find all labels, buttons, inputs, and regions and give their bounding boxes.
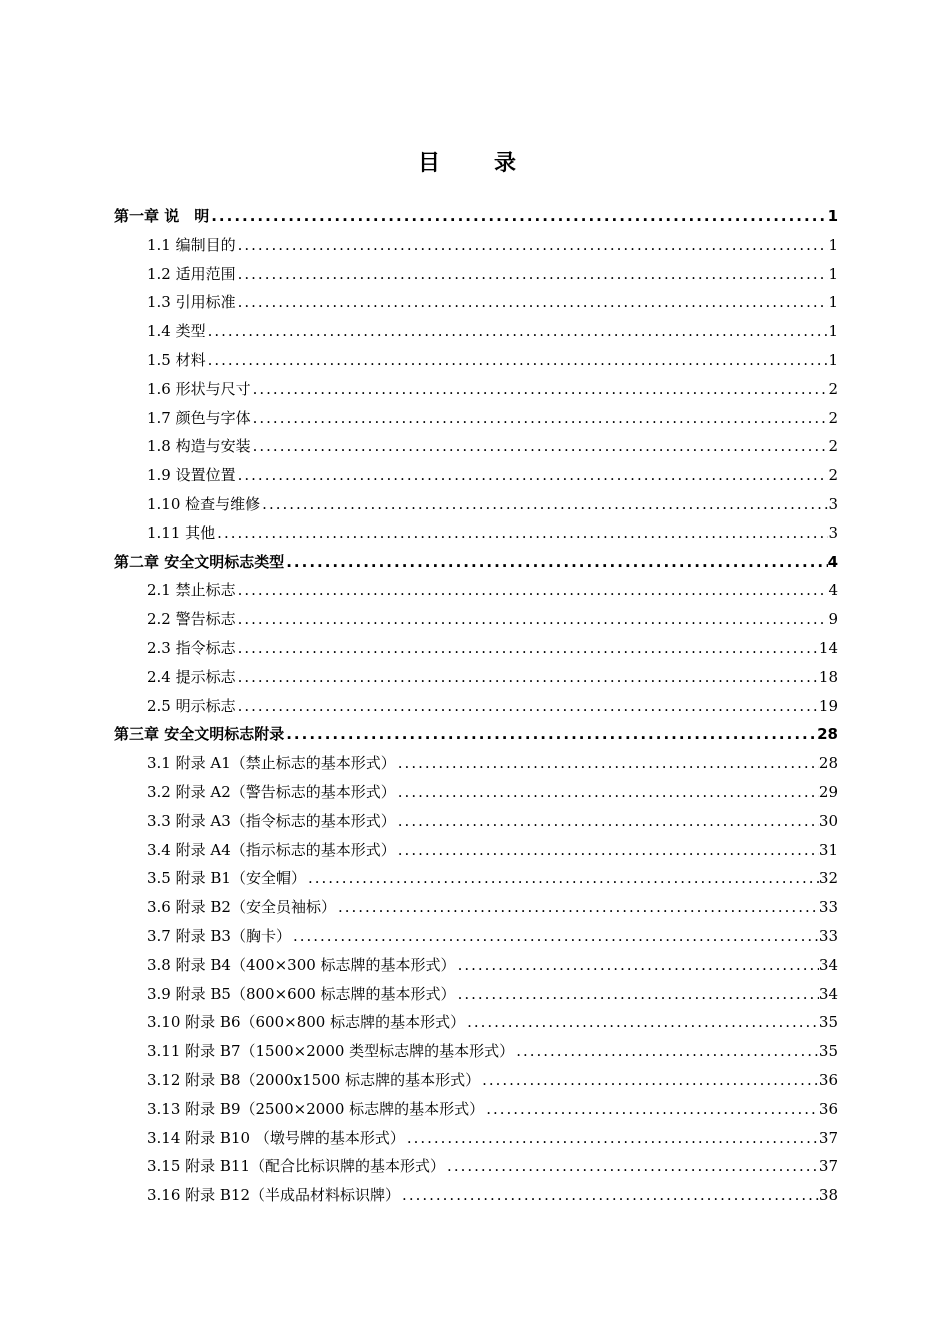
toc-entry-label: 3.9 附录 B5（800×600 标志牌的基本形式） (147, 984, 456, 1003)
toc-entry-label: 3.5 附录 B1（安全帽） (147, 869, 306, 888)
dot-leader (236, 605, 829, 634)
dot-leader (236, 663, 819, 692)
toc-section-entry[interactable] (114, 317, 838, 346)
toc-section-entry[interactable] (114, 807, 838, 836)
toc-entry-label: 1.11 其他 (147, 523, 216, 542)
toc-section-entry[interactable] (114, 404, 838, 433)
toc-section-entry[interactable] (114, 432, 838, 461)
toc-page-number: 1 (828, 293, 838, 312)
toc-page-number: 2 (828, 379, 838, 398)
dot-leader (465, 1008, 819, 1037)
toc-page-number: 3 (828, 523, 838, 542)
toc-page-number: 28 (818, 754, 838, 773)
toc-entry-label: 1.7 颜色与字体 (147, 408, 251, 427)
dot-leader (236, 634, 819, 663)
toc-entry-label: 1.6 形状与尺寸 (147, 379, 251, 398)
toc-entry-label: 3.2 附录 A2（警告标志的基本形式） (147, 782, 396, 801)
toc-entry-label: 3.4 附录 A4（指示标志的基本形式） (147, 840, 396, 859)
toc-entry-label: 1.1 编制目的 (147, 235, 236, 254)
toc-page-number: 30 (818, 811, 838, 830)
dot-leader (209, 202, 827, 231)
toc-entry-label: 3.15 附录 B11（配合比标识牌的基本形式） (147, 1157, 446, 1176)
dot-leader (236, 692, 819, 721)
toc-section-entry[interactable] (114, 260, 838, 289)
toc-page-number: 33 (818, 926, 838, 945)
toc-entry-label: 1.8 构造与安装 (147, 437, 251, 456)
dot-leader (236, 576, 829, 605)
dot-leader (336, 893, 819, 922)
toc-page-number: 31 (818, 840, 838, 859)
toc-entry-label: 3.11 附录 B7（1500×2000 类型标志牌的基本形式） (147, 1042, 515, 1061)
dot-leader (306, 864, 819, 893)
dot-leader (514, 1037, 819, 1066)
toc-section-entry[interactable] (114, 1152, 838, 1181)
toc-entry-label: 1.10 检查与维修 (147, 494, 261, 513)
toc-page-number: 4 (827, 552, 838, 571)
toc-section-entry[interactable] (114, 663, 838, 692)
toc-title: 目 录 (417, 151, 532, 176)
toc-entry-label: 2.2 警告标志 (147, 610, 236, 629)
toc-entry-label: 第一章 说 明 (114, 207, 210, 225)
toc-section-entry[interactable] (114, 1181, 838, 1210)
dot-leader (236, 231, 829, 260)
dot-leader (396, 778, 819, 807)
toc-section-entry[interactable] (114, 288, 838, 317)
toc-entry-label: 3.7 附录 B3（胸卡） (147, 926, 291, 945)
toc-page-number: 35 (818, 1042, 838, 1061)
toc-section-entry[interactable] (114, 634, 838, 663)
toc-section-entry[interactable] (114, 605, 838, 634)
dot-leader (236, 260, 829, 289)
dot-leader (484, 1095, 819, 1124)
toc-entry-label: 第三章 安全文明标志附录 (114, 725, 285, 744)
toc-page-number: 32 (818, 869, 838, 888)
toc-page-number: 18 (818, 667, 838, 686)
dot-leader (260, 490, 828, 519)
dot-leader (396, 836, 819, 865)
toc-section-entry[interactable] (114, 490, 838, 519)
toc-section-entry[interactable] (114, 461, 838, 490)
toc-entry-label: 3.1 附录 A1（禁止标志的基本形式） (147, 754, 396, 773)
dot-leader (251, 432, 829, 461)
toc-page-number: 29 (818, 782, 838, 801)
dot-leader (400, 1181, 819, 1210)
toc-section-entry[interactable] (114, 346, 838, 375)
toc-section-entry[interactable] (114, 231, 838, 260)
dot-leader (284, 548, 827, 577)
toc-page-number: 38 (818, 1186, 838, 1205)
dot-leader (480, 1066, 819, 1095)
toc-section-entry[interactable] (114, 576, 838, 605)
toc-entry-label: 3.16 附录 B12（半成品材料标识牌） (147, 1186, 401, 1205)
toc-page-number: 4 (828, 581, 838, 600)
toc-entry-label: 1.2 适用范围 (147, 264, 236, 283)
toc-section-entry[interactable] (114, 1066, 838, 1095)
toc-page-number: 2 (828, 437, 838, 456)
toc-entry-label: 3.14 附录 B10 （墩号牌的基本形式） (147, 1128, 405, 1147)
toc-page-number: 9 (828, 610, 838, 629)
dot-leader (236, 461, 829, 490)
dot-leader (405, 1124, 819, 1153)
toc-section-entry[interactable] (114, 864, 838, 893)
toc-entry-label: 第二章 安全文明标志类型 (114, 552, 285, 571)
toc-entry-label: 3.10 附录 B6（600×800 标志牌的基本形式） (147, 1013, 466, 1032)
dot-leader (236, 288, 829, 317)
dot-leader (206, 317, 829, 346)
toc-chapter-entry[interactable] (114, 548, 838, 577)
toc-section-entry[interactable] (114, 922, 838, 951)
toc-page-number: 1 (828, 350, 838, 369)
toc-entry-label: 2.5 明示标志 (147, 696, 236, 715)
toc-section-entry[interactable] (114, 692, 838, 721)
toc-section-entry[interactable] (114, 1095, 838, 1124)
toc-entry-label: 1.3 引用标准 (147, 293, 236, 312)
toc-page-number: 3 (828, 494, 838, 513)
toc-page-number: 28 (817, 725, 838, 744)
toc-page-number: 34 (818, 955, 838, 974)
toc-page-number: 37 (818, 1157, 838, 1176)
toc-section-entry[interactable] (114, 980, 838, 1009)
toc-section-entry[interactable] (114, 951, 838, 980)
dot-leader (396, 807, 819, 836)
toc-page-number: 2 (828, 466, 838, 485)
toc-page-number: 36 (818, 1099, 838, 1118)
toc-entry-label: 2.1 禁止标志 (147, 581, 236, 600)
toc-section-entry[interactable] (114, 375, 838, 404)
toc-page-number: 19 (818, 696, 838, 715)
toc-entry-label: 3.12 附录 B8（2000x1500 标志牌的基本形式） (147, 1070, 481, 1089)
toc-page-number: 1 (827, 207, 838, 225)
toc-entry-label: 2.3 指令标志 (147, 638, 236, 657)
dot-leader (215, 519, 828, 548)
toc-entry-label: 3.13 附录 B9（2500×2000 标志牌的基本形式） (147, 1099, 485, 1118)
toc-section-entry[interactable] (114, 1008, 838, 1037)
toc-entry-label: 1.4 类型 (147, 322, 206, 341)
toc-entry-label: 3.3 附录 A3（指令标志的基本形式） (147, 811, 396, 830)
toc-page-number: 1 (828, 264, 838, 283)
toc-page-number: 34 (818, 984, 838, 1003)
toc-page-number: 35 (818, 1013, 838, 1032)
toc-entry-label: 2.4 提示标志 (147, 667, 236, 686)
dot-leader (445, 1152, 819, 1181)
table-of-contents (114, 202, 838, 1210)
toc-entry-label: 1.9 设置位置 (147, 466, 236, 485)
dot-leader (251, 404, 829, 433)
toc-page-number: 33 (818, 898, 838, 917)
toc-section-entry[interactable] (114, 836, 838, 865)
toc-page-number: 2 (828, 408, 838, 427)
toc-chapter-entry[interactable] (114, 202, 838, 231)
dot-leader (456, 980, 819, 1009)
dot-leader (251, 375, 829, 404)
toc-page-number: 1 (828, 322, 838, 341)
toc-section-entry[interactable] (114, 1124, 838, 1153)
toc-page-number: 1 (828, 235, 838, 254)
toc-chapter-entry[interactable] (114, 720, 838, 749)
toc-section-entry[interactable] (114, 519, 838, 548)
toc-page-number: 14 (818, 638, 838, 657)
toc-entry-label: 1.5 材料 (147, 350, 206, 369)
toc-entry-label: 3.8 附录 B4（400×300 标志牌的基本形式） (147, 955, 456, 974)
toc-page-number: 37 (818, 1128, 838, 1147)
toc-section-entry[interactable] (114, 893, 838, 922)
dot-leader (206, 346, 829, 375)
toc-section-entry[interactable] (114, 778, 838, 807)
toc-entry-label: 3.6 附录 B2（安全员袖标） (147, 898, 336, 917)
toc-section-entry[interactable] (114, 749, 838, 778)
dot-leader (396, 749, 819, 778)
dot-leader (284, 720, 817, 749)
dot-leader (456, 951, 819, 980)
dot-leader (291, 922, 819, 951)
toc-section-entry[interactable] (114, 1037, 838, 1066)
toc-page-number: 36 (818, 1070, 838, 1089)
